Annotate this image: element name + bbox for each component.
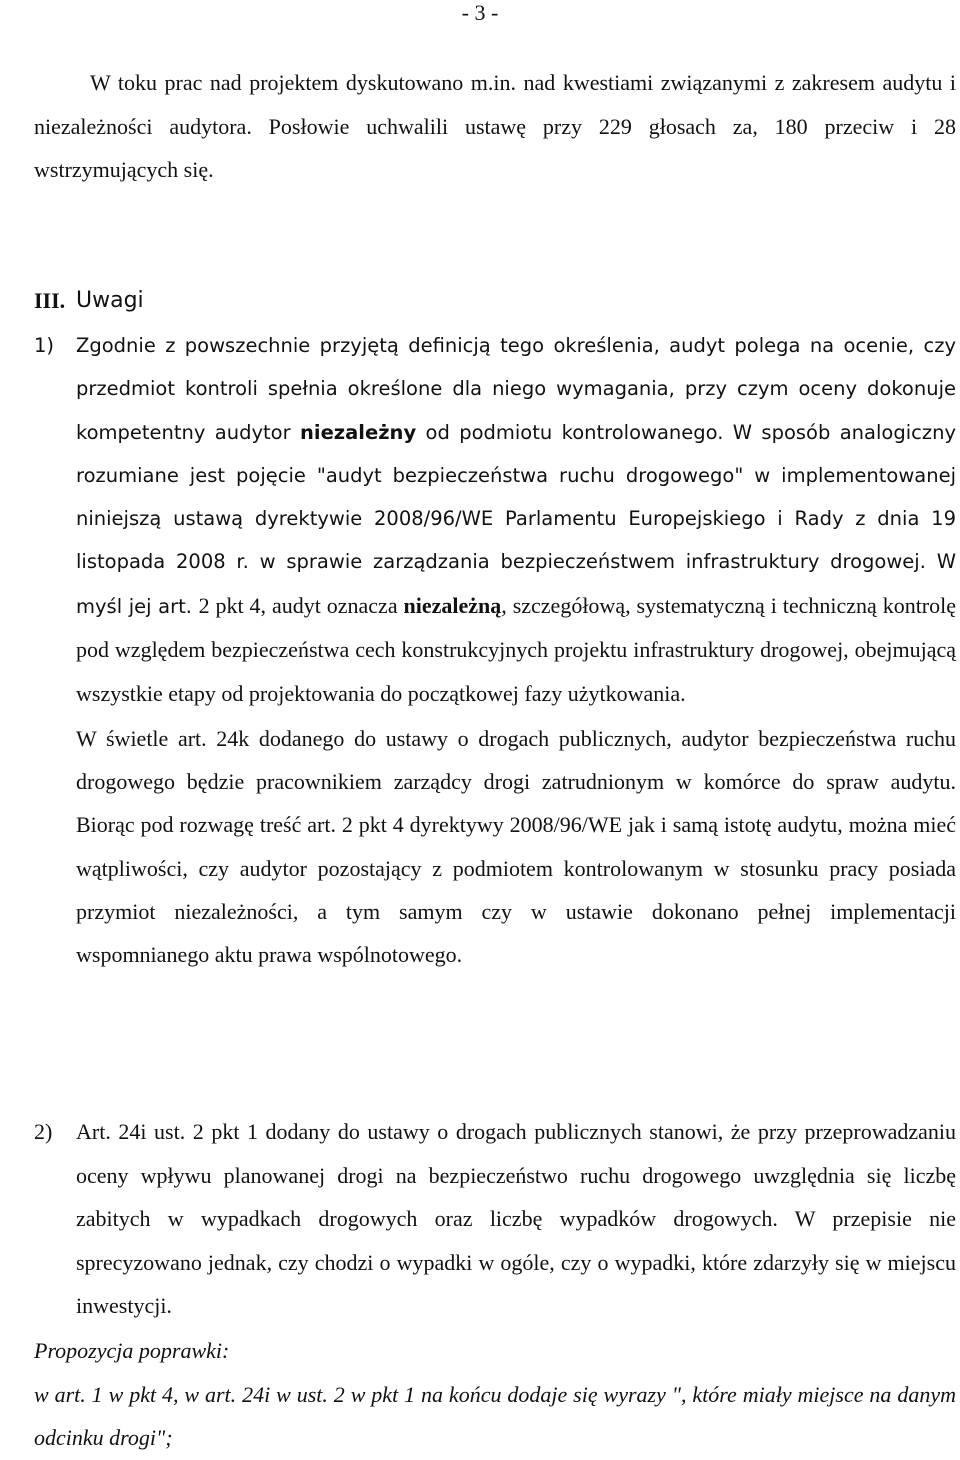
- section-roman-numeral: III.: [34, 288, 66, 313]
- proposal-text: w art. 1 w pkt 4, w art. 24i w ust. 2 w pkt 1 na końcu dodaje się wyrazy ", które miały miejsce na danym odcinku drogi";: [34, 1381, 956, 1450]
- remark-item-1: [34, 324, 956, 976]
- item-text: 2 pkt 4, audyt oznacza: [198, 592, 404, 618]
- emphasis-text: niezależny: [300, 420, 417, 444]
- amendment-proposal: [34, 1329, 956, 1460]
- item-number: 2): [34, 1119, 53, 1144]
- proposal-heading: Propozycja poprawki:: [34, 1338, 230, 1363]
- item-body: [76, 324, 956, 976]
- item-text: , szczegółową, systematyczną i techniczną kontrolę pod względem bezpieczeństwa cech konstrukcyjnych projektu infrastruktury drogowej, obejmującą wszystkie etapy od projektowania do początkowej fazy użytkowania.: [76, 592, 957, 707]
- item-paragraph-2: W świetle art. 24k dodanego do ustawy o drogach publicznych, audytor bezpieczeństwa ruchu drogowego będzie pracownikiem zarządcy drogi zatrudnionym w komórce do spraw audytu. Biorąc pod rozwagę treść art. 2 pkt 4 dyrektywy 2008/96/WE jak i samą istotę audytu, można mieć wątpliwości, czy audytor pozostający z podmiotem kontrolowanym w stosunku pracy posiada przymiot niezależności, a tym samym czy w ustawie dokonano pełnej implementacji wspomnianego aktu prawa wspólnotowego.: [76, 725, 956, 968]
- section-title: Uwagi: [76, 288, 144, 313]
- item-number: 1): [34, 334, 55, 357]
- item-body: Art. 24i ust. 2 pkt 1 dodany do ustawy o drogach publicznych stanowi, że przy przeprowadzaniu oceny wpływu planowanej drogi na bezpieczeństwo ruchu drogowego uwzględnia się liczbę zabitych w wypadkach drogowych oraz liczbę wypadków drogowych. W przepisie nie sprecyzowano jednak, czy chodzi o wypadki w ogóle, czy o wypadki, które zdarzyły się w miejscu inwestycji.: [76, 1119, 956, 1318]
- page-number: - 3 -: [461, 0, 499, 25]
- intro-paragraph: [34, 61, 956, 192]
- emphasis-text: niezależną: [403, 592, 502, 618]
- item-text: od podmiotu kontrolowanego. W sposób analogiczny rozumiane jest pojęcie "audyt bezpieczeństwa ruchu drogowego" w implementowanej niniejszą ustawą dyrektywie 2008/96/WE Parlamentu Europejskiego i Rady z dnia 19 listopada 2008 r. w sprawie zarządzania bezpieczeństwem infrastruktury drogowej. W myśl jej art.: [76, 420, 956, 618]
- intro-text: W toku prac nad projektem dyskutowano m.in. nad kwestiami związanymi z zakresem audytu i niezależności audytora. Posłowie uchwalili ustawę przy 229 głosach za, 180 przeciw i 28 wstrzymujących się.: [34, 70, 956, 182]
- remark-item-2: [34, 1110, 956, 1328]
- section-heading: [34, 279, 144, 324]
- item-text: Zgodnie z powszechnie przyjętą definicją tego określenia, audyt polega na ocenie, czy przedmiot kontroli spełnia określone dla niego wymagania, przy czym oceny dokonuje kompetentny audytor: [76, 334, 956, 444]
